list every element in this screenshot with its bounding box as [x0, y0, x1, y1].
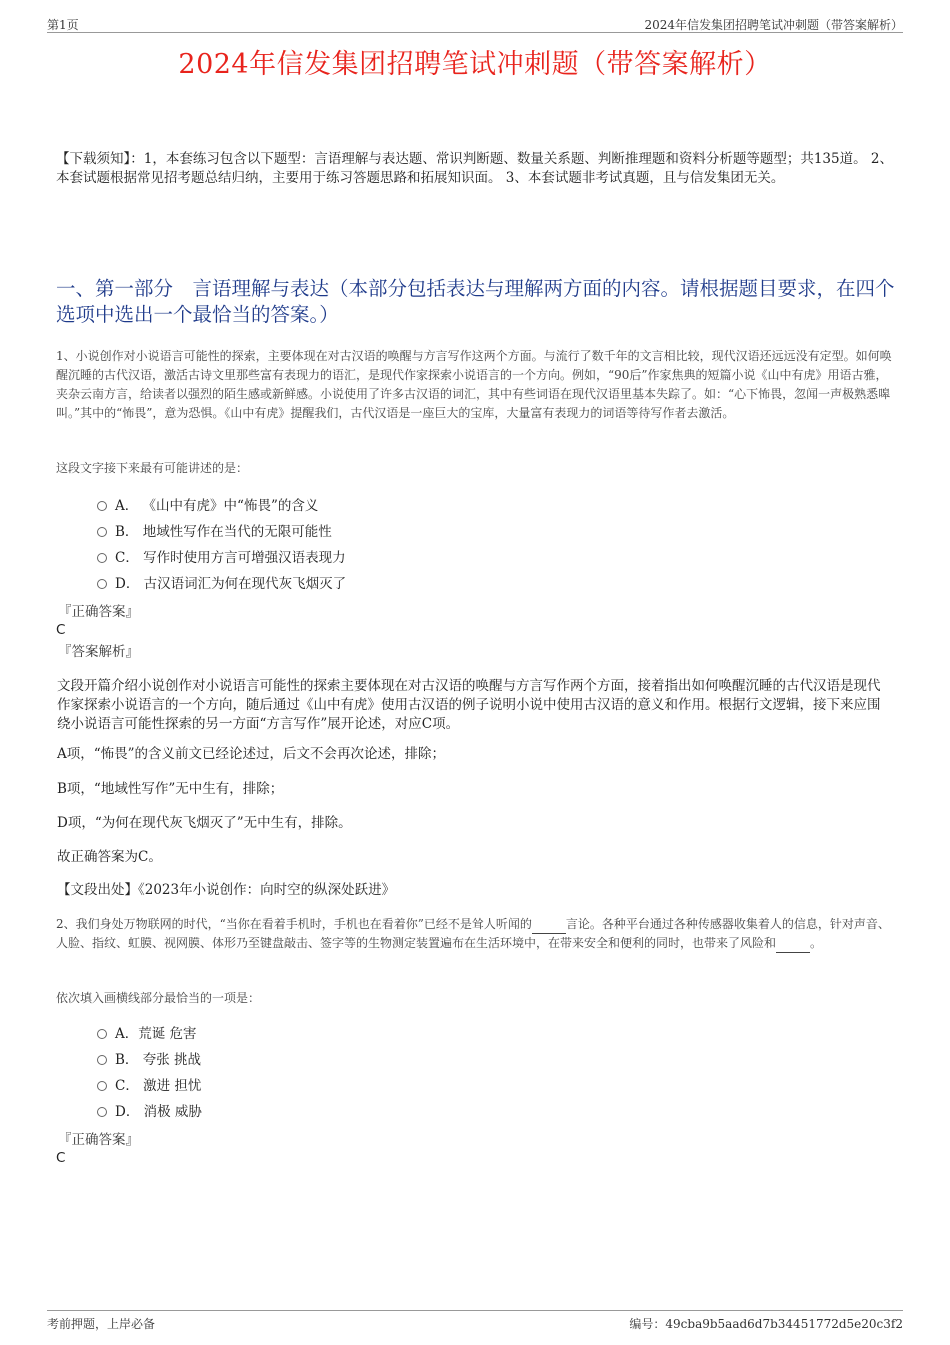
radio-icon[interactable] [97, 1107, 107, 1117]
radio-icon[interactable] [97, 579, 107, 589]
radio-icon[interactable] [97, 1081, 107, 1091]
question-1-answer-label: 『正确答案』 [58, 604, 139, 620]
radio-icon[interactable] [97, 1029, 107, 1039]
radio-icon[interactable] [97, 553, 107, 563]
question-1-answer: C [56, 622, 66, 638]
question-2-answer: C [56, 1150, 66, 1166]
analysis-conclusion: 故正确答案为C。 [57, 849, 162, 865]
document-title: 2024年信发集团招聘笔试冲刺题（带答案解析） [178, 49, 772, 80]
question-1-option-a[interactable]: A． 《山中有虎》中“怖畏”的含义 [97, 497, 318, 515]
question-1-option-d[interactable]: D． 古汉语词汇为何在现代灰飞烟灭了 [97, 575, 346, 593]
download-notice: 【下载须知】：1，本套练习包含以下题型：言语理解与表达题、常识判断题、数量关系题、判断推理题和资料分析题等题型；共135道。 2、本套试题根据常见招考题总结归纳，主要用于练习答题思路和拓展知识面。 3、本套试题非考试真题，且与信发集团无关。 [56, 151, 893, 186]
section-heading: 一、第一部分 言语理解与表达（本部分包括表达与理解两方面的内容。请根据题目要求，在四个选项中选出一个最恰当的答案。） [56, 277, 895, 326]
question-1-analysis-label: 『答案解析』 [58, 644, 139, 660]
question-2-option-b[interactable]: B． 夸张 挑战 [97, 1051, 201, 1069]
question-2-option-c[interactable]: C． 激进 担忧 [97, 1077, 201, 1095]
page-footer [47, 1310, 903, 1331]
radio-icon[interactable] [97, 1055, 107, 1065]
footer-slogan: 考前押题，上岸必备 [47, 1317, 156, 1331]
radio-icon[interactable] [97, 527, 107, 537]
question-2-prompt: 依次填入画横线部分最恰当的一项是： [56, 991, 261, 1005]
radio-icon[interactable] [97, 501, 107, 511]
question-1-option-b[interactable]: B． 地域性写作在当代的无限可能性 [97, 523, 332, 541]
page-header [47, 14, 903, 33]
analysis-option-b: B项，“地域性写作”无中生有，排除； [57, 781, 284, 797]
header-doc-title: 2024年信发集团招聘笔试冲刺题（带答案解析） [644, 18, 903, 32]
analysis-source: 【文段出处】《2023年小说创作：向时空的纵深处跃进》 [57, 882, 396, 898]
question-1-stem: 1、小说创作对小说语言可能性的探索，主要体现在对古汉语的唤醒与方言写作这两个方面。与流行了数千年的文言相比较，现代汉语还远远没有定型。如何唤醒沉睡的古代汉语，激活古诗文里那些富有表现力的语汇，是现代作家探索小说语言的一个方向。例如，“90后”作家焦典的短篇小说《山中有虎》用语古雅，夹杂云南方言，给读者以强烈的陌生感或新鲜感。小说使用了许多古汉语的词汇，其中有些词语在现代汉语里基本失踪了。如：“心下怖畏，忽闻一声极熟悉嗥叫。”其中的“怖畏”，意为恐惧。《山中有虎》提醒我们，古代汉语是一座巨大的宝库，大量富有表现力的词语等待写作者去激活。 [56, 349, 892, 420]
question-1-option-c[interactable]: C． 写作时使用方言可增强汉语表现力 [97, 549, 346, 567]
analysis-option-a: A项，“怖畏”的含义前文已经论述过，后文不会再次论述，排除； [57, 746, 446, 762]
fill-blank-1 [532, 921, 566, 934]
question-2-stem: 2、我们身处万物联网的时代，“当你在看着手机时，手机也在看着你”已经不是耸人听闻的 言论。各种平台通过各种传感器收集着人的信息，针对声音、人脸、指纹、虹膜、视网膜、体形乃至键盘敲击、签字等的生物测定装置遍布在生活环境中，在带来安全和便利的同时，也带来了风险和 。 [56, 915, 899, 953]
question-2-answer-label: 『正确答案』 [58, 1132, 139, 1148]
analysis-option-d: D项，“为何在现代灰飞烟灭了”无中生有，排除。 [57, 815, 352, 831]
question-2-option-a[interactable]: A．荒诞 危害 [97, 1025, 197, 1043]
fill-blank-2 [776, 940, 810, 953]
page-number: 第1页 [47, 18, 79, 32]
analysis-paragraph: 文段开篇介绍小说创作对小说语言可能性的探索主要体现在对古汉语的唤醒与方言写作两个方面，接着指出如何唤醒沉睡的古代汉语是现代作家探索小说语言的一个方向，随后通过《山中有虎》使用古汉语的例子说明小说中使用古汉语的意义和作用。根据行文逻辑，接下来应围绕小说语言可能性探索的另一方面“方言写作”展开论述，对应C项。 [57, 678, 881, 732]
question-1-prompt: 这段文字接下来最有可能讲述的是： [56, 461, 249, 475]
question-2-option-d[interactable]: D． 消极 威胁 [97, 1103, 202, 1121]
footer-code: 编号：49cba9b5aad6d7b34451772d5e20c3f2 [629, 1317, 903, 1331]
